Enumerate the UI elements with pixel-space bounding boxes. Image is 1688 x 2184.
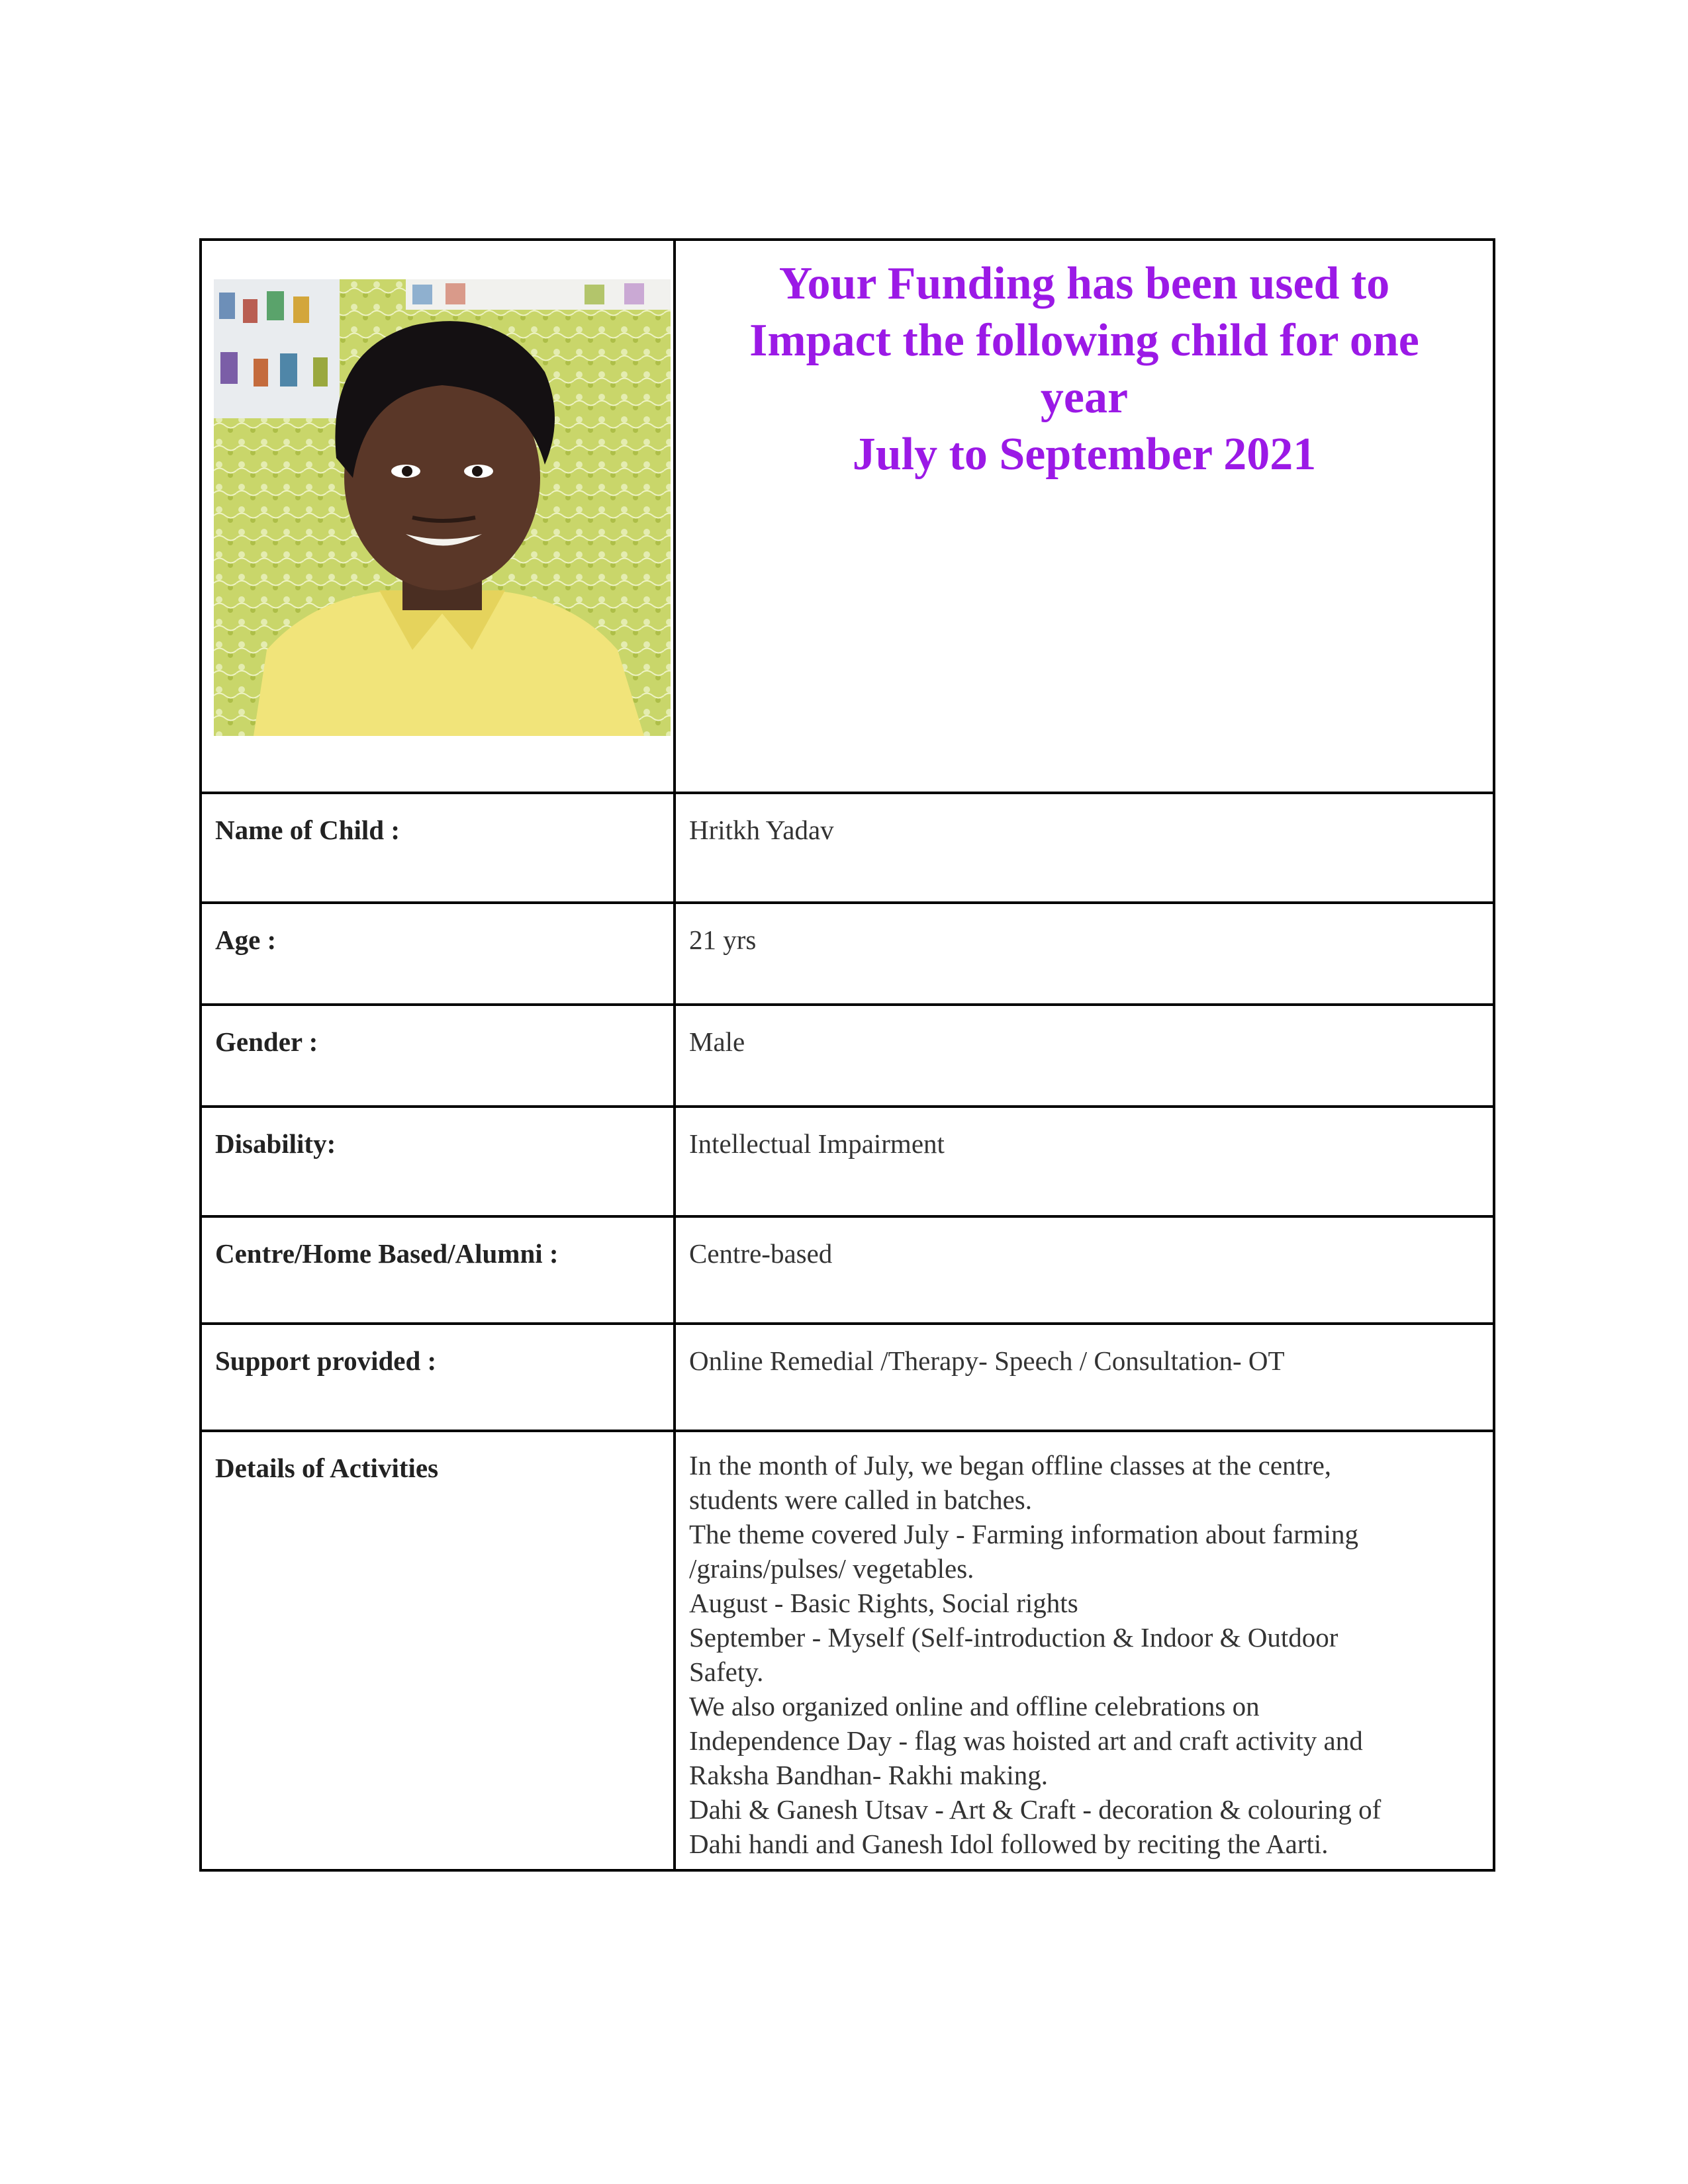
- name-label: Name of Child :: [215, 815, 400, 845]
- details-line: August - Basic Rights, Social rights: [689, 1588, 1078, 1618]
- disability-row: [201, 1107, 1494, 1216]
- name-value: Hritkh Yadav: [689, 815, 834, 845]
- disability-label: Disability:: [215, 1128, 336, 1159]
- title-line: year: [1040, 372, 1129, 423]
- details-line: The theme covered July - Farming information about farming: [689, 1519, 1359, 1549]
- details-line: September - Myself (Self-introduction & Indoor & Outdoor: [689, 1622, 1338, 1653]
- report-title: [702, 255, 1466, 483]
- details-line: Dahi & Ganesh Utsav - Art & Craft - decoration & colouring of: [689, 1794, 1382, 1825]
- support-label: Support provided :: [215, 1345, 437, 1376]
- centre-label: Centre/Home Based/Alumni :: [215, 1238, 559, 1269]
- details-text: [676, 1432, 1493, 1861]
- title-line: Your Funding has been used to: [778, 258, 1390, 309]
- header-row: [201, 240, 1494, 793]
- details-label: Details of Activities: [215, 1453, 439, 1483]
- age-label: Age :: [215, 925, 277, 955]
- child-portrait-photo: [214, 279, 671, 736]
- age-value: 21 yrs: [689, 925, 757, 955]
- centre-value: Centre-based: [689, 1238, 833, 1269]
- title-line: Impact the following child for one: [749, 315, 1419, 366]
- name-row: [201, 793, 1494, 903]
- title-cell: [675, 240, 1494, 793]
- child-report-table: [199, 238, 1495, 1872]
- centre-row: [201, 1216, 1494, 1324]
- photo-cell: [201, 240, 675, 793]
- title-line: July to September 2021: [852, 429, 1317, 480]
- support-row: [201, 1324, 1494, 1431]
- details-line: Dahi handi and Ganesh Idol followed by reciting the Aarti.: [689, 1829, 1329, 1859]
- details-line: Raksha Bandhan- Rakhi making.: [689, 1760, 1049, 1790]
- details-line: We also organized online and offline celebrations on: [689, 1691, 1260, 1721]
- details-line: Safety.: [689, 1657, 764, 1687]
- details-line: Independence Day - flag was hoisted art and craft activity and: [689, 1725, 1363, 1756]
- disability-value: Intellectual Impairment: [689, 1128, 945, 1159]
- support-value: Online Remedial /Therapy- Speech / Consultation- OT: [689, 1345, 1285, 1376]
- details-line: In the month of July, we began offline classes at the centre,: [689, 1450, 1332, 1480]
- details-row: [201, 1431, 1494, 1870]
- details-line: /grains/pulses/ vegetables.: [689, 1553, 974, 1584]
- gender-row: [201, 1005, 1494, 1107]
- gender-value: Male: [689, 1026, 745, 1057]
- gender-label: Gender :: [215, 1026, 318, 1057]
- age-row: [201, 903, 1494, 1005]
- details-line: students were called in batches.: [689, 1484, 1033, 1515]
